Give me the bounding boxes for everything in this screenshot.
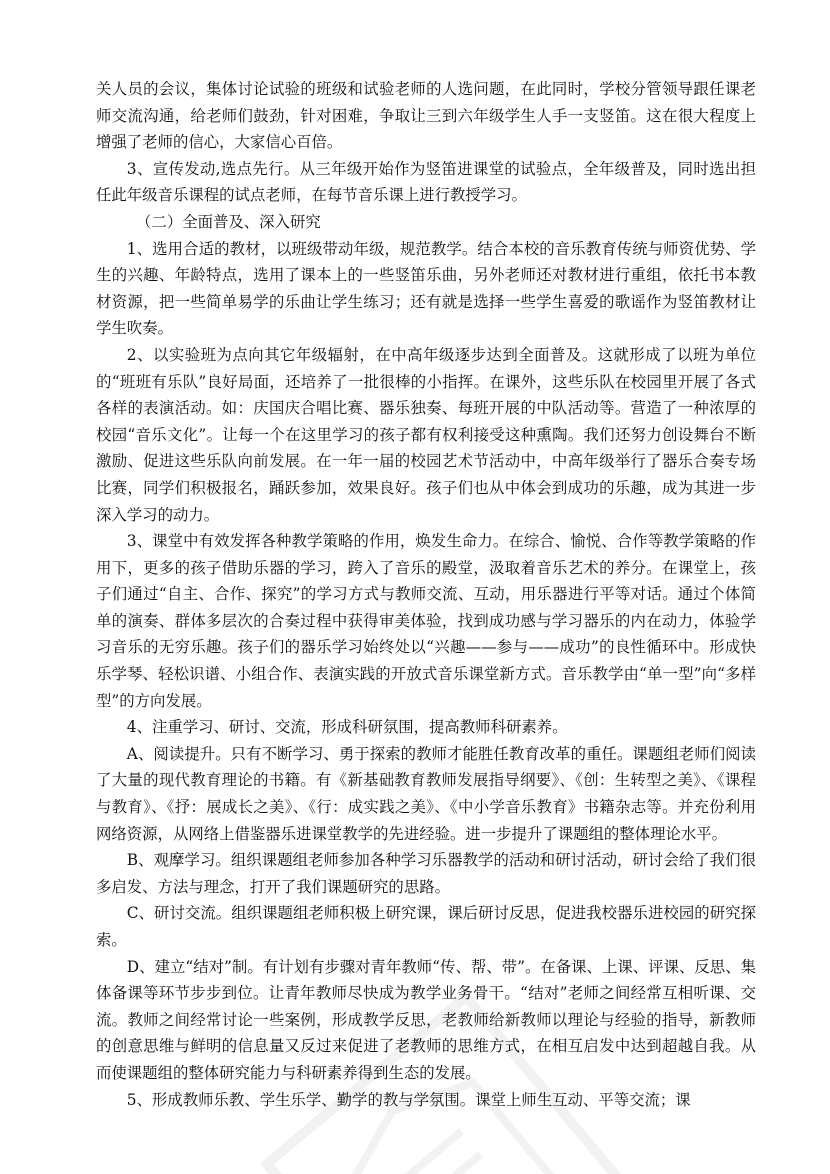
- paragraph-textbook: 1、选用合适的教材，以班级带动年级，规范教学。结合本校的音乐教育传统与师资优势、学生的兴趣、年龄特点，选用了课本上的一些竖笛乐曲，另外老师还对教材进行重组，依托书本教材资源，把一些简单易学的乐曲让学生练习；还有就是选择一些学生喜爱的歌谣作为竖笛教材让学生吹奏。: [96, 239, 756, 338]
- paragraph-research-atmosphere: 4、注重学习、研讨、交流，形成科研氛围，提高教师科研素养。: [126, 718, 568, 737]
- paragraph-reading: A、阅读提升。只有不断学习、勇于探索的教师才能胜任教育改革的重任。课题组老师们阅读了大量的现代教育理论的书籍。有《新基础教育教师发展指导纲要》、《创：生转型之美》、《课程与教育》、《抒：展成长之美》、《行：成实践之美》、《中小学音乐教育》书籍杂志等。并充份利用网络资源，从网络上借鉴器乐进课堂教学的先进经验。进一步提升了课题组的整体理论水平。: [96, 744, 756, 843]
- document-body: [96, 76, 756, 1113]
- paragraph-continuation: 关人员的会议，集体讨论试验的班级和试验老师的人选问题，在此同时，学校分管领导跟任课老师交流沟通，给老师们鼓劲，针对困难，争取让三到六年级学生人手一支竖笛。这在很大程度上增强了老师的信心，大家信心百倍。: [96, 80, 756, 152]
- paragraph-atmosphere: 5、形成教师乐教、学生乐学、勤学的教与学氛围。课堂上师生互动、平等交流；课: [126, 1090, 691, 1109]
- section-heading: （二）全面普及、深入研究: [136, 212, 321, 231]
- paragraph-classroom-strategy: 3、课堂中有效发挥各种教学策略的作用，焕发生命力。在综合、愉悦、合作等教学策略的作用下，更多的孩子借助乐器的学习，跨入了音乐的殿堂，汲取着音乐艺术的养分。在课堂上，孩子们通过“自主、合作、探究”的学习方式与教师交流、互动，用乐器进行平等对话。通过个体简单的演奏、群体多层次的合奏过程中获得审美体验，找到成功感与学习器乐的内在动力，体验学习音乐的无穷乐趣。孩子们的器乐学习始终处以“兴趣——参与——成功”的良性循环中。形成快乐学琴、轻松识谱、小组合作、表演实践的开放式音乐课堂新方式。音乐教学由“单一型”向“多样型”的方向发展。: [96, 532, 756, 710]
- paragraph-observation: B、观摩学习。组织课题组老师参加各种学习乐器教学的活动和研讨活动，研讨会给了我们很多启发、方法与理念，打开了我们课题研究的思路。: [96, 851, 756, 896]
- paragraph-discussion: C、研讨交流。组织课题组老师积极上研究课，课后研讨反思，促进我校器乐进校园的研究探索。: [96, 904, 756, 949]
- paragraph-publicity: 3、宣传发动,选点先行。从三年级开始作为竖笛进课堂的试验点，全年级普及，同时选出担任此年级音乐课程的试点老师，在每节音乐课上进行教授学习。: [96, 159, 756, 205]
- paragraph-pilot-class: 2、以实验班为点向其它年级辐射，在中高年级逐步达到全面普及。这就形成了以班为单位的“班班有乐队”良好局面，还培养了一批很棒的小指挥。在课外，这些乐队在校园里开展了各式各样的表演活动。如：庆国庆合唱比赛、器乐独奏、每班开展的中队活动等。营造了一种浓厚的校园“音乐文化”。让每一个在这里学习的孩子都有权利接受这种熏陶。我们还努力创设舞台不断激励、促进这些乐队向前发展。在一年一届的校园艺术节活动中，中高年级举行了器乐合奏专场比赛，同学们积极报名，踊跃参加，效果良好。孩子们也从中体会到成功的乐趣，成为其进一步深入学习的动力。: [96, 345, 756, 524]
- paragraph-pairing: D、建立“结对”制。有计划有步骤对青年教师“传、帮、带”。在备课、上课、评课、反思、集体备课等环节步步到位。让青年教师尽快成为教学业务骨干。“结对”老师之间经常互相听课、交流。教师之间经常讨论一些案例，形成教学反思，老教师给新教师以理论与经验的指导，新教师的创意思维与鲜明的信息量又反过来促进了老教师的思维方式，在相互启发中达到超越自我。从而使课题组的整体研究能力与科研素养得到生态的发展。: [96, 957, 756, 1082]
